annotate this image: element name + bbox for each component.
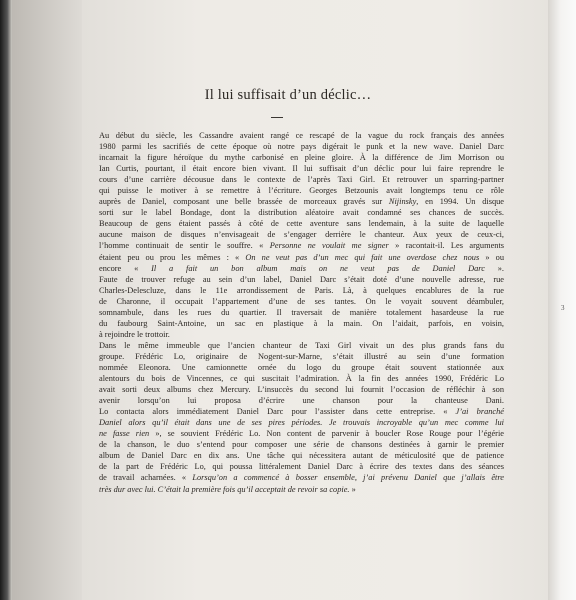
text-line [99, 240, 504, 251]
text-line [99, 285, 504, 296]
text-run: l’homme continuait de sentir le souffre. « [99, 241, 270, 251]
text-run: Lo contacta alors immédiatement Daniel Darc pour l’assister dans cette entreprise. « [99, 407, 456, 417]
text-line [99, 263, 504, 274]
text-run: », se souvient Frédéric Lo. Non content de parvenir à boucler Rose Rouge pour l’égérie [149, 429, 504, 439]
text-run: de la part de Frédéric Lo, qui poussa littéralement Daniel Darc à écrire des textes dans des séances [99, 462, 504, 472]
text-run: de Charonne, il occupait l’appartement d’une de ses tantes. On le voyait souvent déambuler, [99, 296, 504, 306]
text-line [99, 351, 504, 362]
text-run: avait sorti deux albums chez Mercury. L’insuccès du second lui fournit l’occasion de réfléchir à son [99, 385, 504, 395]
text-line [99, 141, 504, 152]
text-run: » ou [479, 252, 505, 262]
text-line [99, 450, 504, 461]
text-run: alentours du bois de Vincennes, ce qui suscitait l’admiration. À la fin des années 1990, Frédéric Lo [99, 374, 504, 384]
text-run: groupe. Frédéric Lo, originaire de Nogent-sur-Marne, s’était illustré au sein d’une formation [99, 351, 504, 361]
text-line [99, 130, 504, 141]
text-run: cours d’une carrière décousue dans le contexte de l’après Taxi Girl. Et retrouver un sparring-partner [99, 175, 504, 185]
text-run: Faute de trouver refuge au sein d’un label, Daniel Darc s’était doté d’une nouvelle adresse, rue [99, 274, 504, 284]
text-line [99, 417, 504, 428]
text-line [99, 229, 504, 240]
text-line [99, 439, 504, 450]
text-line [99, 174, 504, 185]
text-line [99, 406, 504, 417]
title-rule [271, 117, 283, 118]
text-run: encore « [99, 263, 152, 273]
text-line [99, 384, 504, 395]
body-text [99, 130, 504, 495]
text-run: du faubourg Saint-Antoine, un sac en plastique à la main. On l’aidait, parfois, en voisin, [99, 318, 504, 328]
text-line [99, 472, 504, 483]
text-line [99, 274, 504, 285]
text-line [99, 373, 504, 384]
text-line [99, 296, 504, 307]
italic-quote: très dur avec lui. C’était la première fois qu’il acceptait de revoir sa copie. [99, 484, 350, 494]
text-run: somnambule, dans les rues du quartier. Il traversait de manière totalement hasardeuse la rue [99, 307, 504, 317]
italic-quote: On ne veut pas d’un mec qui fait une overdose chez nous [245, 252, 480, 262]
text-run: Au début du siècle, les Cassandre avaient rangé ce rescapé de la vague du rock français des années [99, 131, 504, 140]
text-run: » [349, 484, 356, 494]
text-line [99, 252, 504, 263]
italic-quote: Daniel alors qu’il était dans une de ses pires périodes. Je trouvais incroyable qu’un mec comme lui [99, 418, 504, 428]
text-line [99, 196, 504, 207]
chapter-title: Il lui suffisait d’un déclic… [204, 87, 372, 103]
text-line [99, 428, 504, 439]
text-line [99, 207, 504, 218]
italic-quote: ne fasse rien [99, 429, 150, 439]
text-run: album de Daniel Darc en dix ans. Une tâche qui nécessitera autant de méticulosité que de patience [99, 451, 504, 461]
text-line [99, 329, 504, 340]
text-run: à rejoindre le trottoir. [99, 329, 170, 339]
text-run: incarnait la figure héroïque du mythe carbonisé en pleine gloire. À la différence de Jim Morrison ou [99, 153, 504, 163]
text-run: Dans le même immeuble que l’ancien chanteur de Taxi Girl vivait un des plus grands fans du [99, 340, 504, 350]
paragraph-2 [99, 340, 504, 495]
text-run: » racontait-il. Les arguments [388, 241, 505, 251]
text-run: Beaucoup de gens étaient passés à côté de cette aventure sans lendemain, à la suite de laquelle [99, 219, 504, 229]
text-run: de travail acharnées. « [99, 473, 193, 483]
text-line [99, 152, 504, 163]
text-run: de la chanson, le duo s’entend pour composer une série de chansons destinées à garnir le premier [99, 440, 504, 450]
text-run: 1980 parmi les sacrifiés de cette époque où notre pays digérait le punk et la new wave. Daniel Darc [99, 142, 504, 152]
text-run: avenir lorsqu’on lui proposa d’écrire une chanson pour la chanteuse Dani. [99, 396, 504, 406]
text-run: Charles-Delescluze, dans le 11e arrondissement de Paris. Là, à quelques encablures de la rue [99, 285, 504, 295]
text-line [99, 484, 504, 495]
text-line [99, 318, 504, 329]
text-line [99, 461, 504, 472]
paragraph-1 [99, 130, 504, 340]
italic-quote: Lorsqu’on a commencé à bosser ensemble, j’ai prévenu Daniel que j’allais être [192, 473, 504, 483]
italic-quote: Personne ne voulait me signer [269, 241, 389, 251]
text-run: ». [484, 263, 505, 273]
text-line [99, 340, 504, 351]
italic-quote: Il a fait un bon album mais on ne veut pas de Daniel Darc [151, 263, 485, 273]
text-run: nommée Eleonora. Une camionnette ornée du logo du groupe était souvent stationnée aux [99, 362, 504, 372]
italic-quote: J’ai branché [455, 407, 504, 417]
page-number: 3 [561, 304, 565, 312]
text-line [99, 218, 504, 229]
text-run: aucune maison de disques n’envisageait de s’engager derrière le chanteur. Aux yeux de ceux-ci, [99, 230, 504, 240]
text-line [99, 185, 504, 196]
text-run: auprès de Daniel, composant une belle brassée de morceaux gravés sur [99, 197, 389, 207]
text-run: étaient peu ou prou les mêmes : « [99, 252, 246, 262]
text-run: , en 1994. Un disque [416, 197, 504, 207]
text-run: Ian Curtis, pourtant, il était encore bien vivant. Il lui suffisait d’un déclic pour lui faire reprendre le [99, 164, 504, 174]
text-line [99, 163, 504, 174]
text-line [99, 307, 504, 318]
text-run: sorti sur le label Bondage, dont la distribution aléatoire avait condamné ses chances de succès. [99, 208, 504, 218]
italic-quote: Nijinsky [388, 197, 417, 207]
text-run: qui puisse le motiver à se remettre à l’écriture. Georges Betzounis avait longtemps tenu ce rôle [99, 186, 504, 196]
text-line [99, 395, 504, 406]
text-line [99, 362, 504, 373]
